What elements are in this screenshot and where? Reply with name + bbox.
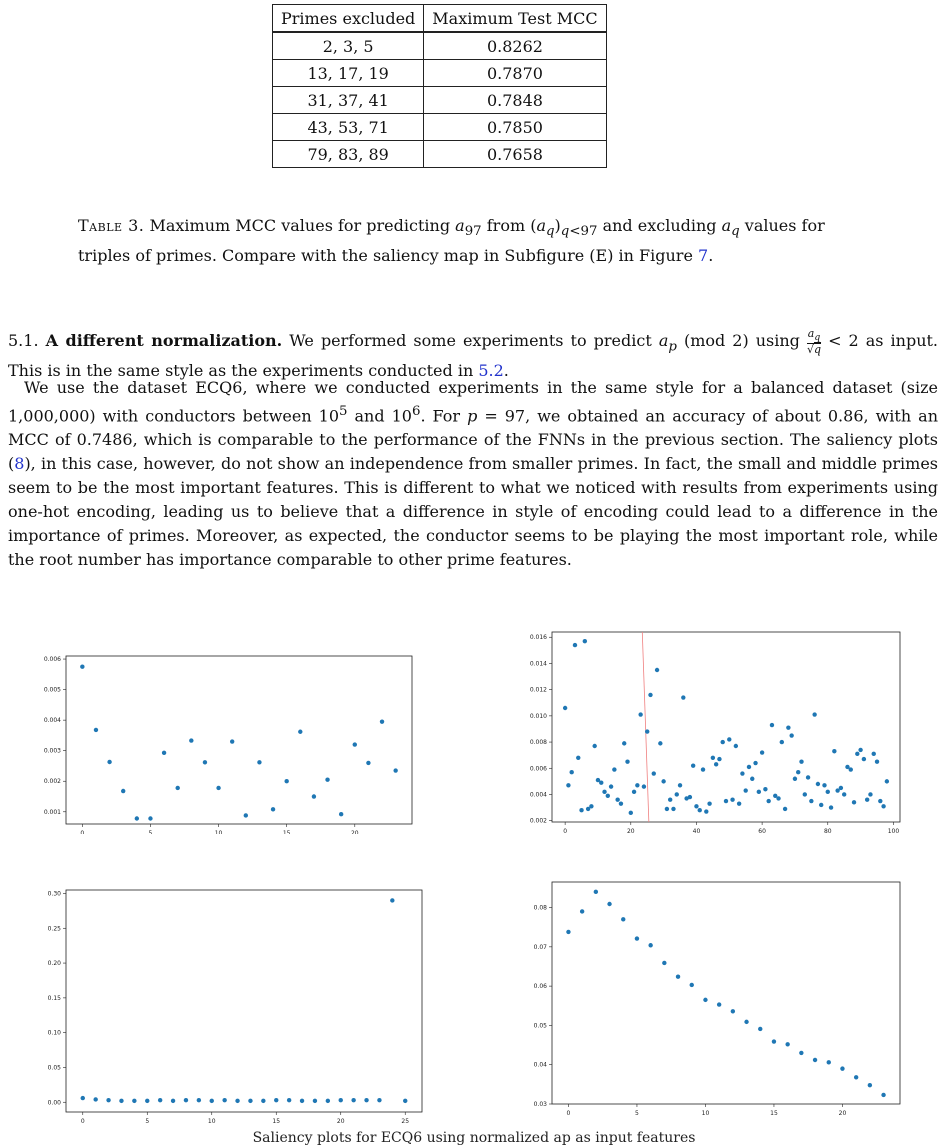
data-point [271, 807, 275, 811]
data-point [566, 930, 570, 934]
data-point [813, 1058, 817, 1062]
data-point [822, 783, 826, 787]
x-tick-label: 0 [563, 828, 568, 834]
data-point [731, 1009, 735, 1013]
data-point [776, 796, 780, 800]
data-point [698, 808, 702, 812]
data-point [799, 760, 803, 764]
data-point [855, 752, 859, 756]
y-tick-label: 0.004 [43, 717, 61, 725]
data-point [675, 792, 679, 796]
y-tick-label: 0.005 [43, 686, 61, 694]
data-point [743, 788, 747, 792]
data-point [786, 725, 790, 729]
x-tick-label: 20 [336, 1118, 345, 1124]
data-point [658, 741, 662, 745]
data-point [681, 695, 685, 699]
table-row [273, 141, 607, 168]
table-row [273, 32, 607, 60]
data-point [842, 792, 846, 796]
y-tick-label: 0.03 [533, 1101, 547, 1108]
data-point [176, 786, 180, 790]
data-point [703, 998, 707, 1002]
y-tick-label: 0.001 [43, 808, 61, 816]
data-point [203, 760, 207, 764]
data-point [758, 1027, 762, 1031]
data-point [80, 664, 84, 668]
data-point [721, 740, 725, 744]
data-point [645, 729, 649, 733]
y-tick-label: 0.20 [47, 960, 61, 968]
x-tick-label: 10 [207, 1118, 216, 1124]
caption-label: Table 3. [78, 216, 145, 235]
plot-frame [552, 882, 900, 1104]
data-point [230, 739, 234, 743]
data-point [694, 804, 698, 808]
table-cell: 0.7848 [424, 87, 606, 114]
data-point [606, 794, 610, 798]
data-point [862, 757, 866, 761]
y-tick-label: 0.012 [529, 686, 547, 694]
data-point [852, 800, 856, 804]
y-tick-label: 0.003 [43, 747, 61, 755]
data-point [621, 917, 625, 921]
data-point [875, 760, 879, 764]
data-point [393, 768, 397, 772]
table-cell: 31, 37, 41 [273, 87, 424, 114]
data-point [339, 1098, 343, 1102]
table-header: Maximum Test MCC [424, 5, 606, 33]
y-tick-label: 0.004 [529, 791, 547, 799]
data-point [377, 1098, 381, 1102]
y-tick-label: 0.006 [43, 656, 61, 664]
table-cell: 0.7850 [424, 114, 606, 141]
data-point [607, 902, 611, 906]
data-point [665, 807, 669, 811]
data-point [261, 1099, 265, 1103]
y-tick-label: 0.25 [47, 925, 61, 933]
plot-svg [20, 626, 440, 834]
data-point [878, 799, 882, 803]
data-point [642, 784, 646, 788]
data-point [730, 798, 734, 802]
data-point [325, 778, 329, 782]
data-point [635, 936, 639, 940]
data-point [849, 767, 853, 771]
data-point [94, 728, 98, 732]
saliency-plot-d [500, 874, 920, 1124]
data-point [599, 780, 603, 784]
plot-frame [66, 890, 422, 1112]
y-tick-label: 0.016 [529, 634, 547, 642]
data-point [868, 792, 872, 796]
y-tick-label: 0.10 [47, 1029, 61, 1037]
y-tick-label: 0.008 [529, 739, 547, 747]
x-tick-label: 20 [626, 828, 635, 834]
data-point [711, 756, 715, 760]
data-point [766, 799, 770, 803]
data-point [197, 1098, 201, 1102]
x-tick-label: 15 [770, 1110, 778, 1117]
section-paragraph-1: 5.1. A different normalization. We performed some experiments to predict $a_p$ (mod 2) using $\frac{a_q}{√q}$ < 2 as input. This is in the same style as the experiments conducted in 5.2. [8, 327, 939, 381]
data-point [313, 1099, 317, 1103]
data-point [747, 765, 751, 769]
data-point [638, 712, 642, 716]
data-point [390, 898, 394, 902]
data-point [763, 787, 767, 791]
data-point [351, 1098, 355, 1102]
y-tick-label: 0.002 [529, 817, 547, 825]
data-point [724, 799, 728, 803]
data-point [284, 779, 288, 783]
section-paragraph-2: We use the dataset ECQ6, where we conducted experiments in the same style for a balanced dataset (size 1,000,000) with conductors between $10^5$ and $10^6$. For p = 97, we obtained an accuracy of about 0.86, with an MCC of 0.7486, which is comparable to the performance of the FNNs in the previous section. The saliency plots (8), in this case, however, do not show an independence from smaller primes. In fact, the small and middle primes seem to be the most important features. This is different to what we noticed with results from experiments using one-hot encoding, leading us to believe that a difference in style of encoding could lead to a difference in the importance of primes. Moreover, as expected, the conductor seems to be playing the most important role, while the root number has importance comparable to other prime features. [8, 378, 938, 570]
x-tick-label: 5 [635, 1110, 639, 1117]
x-tick-label: 20 [838, 1110, 847, 1117]
table-cell: 79, 83, 89 [273, 141, 424, 168]
table-cell: 0.7870 [424, 60, 606, 87]
data-point [744, 1020, 748, 1024]
data-point [812, 712, 816, 716]
y-tick-label: 0.15 [47, 994, 61, 1002]
data-point [704, 809, 708, 813]
data-point [793, 777, 797, 781]
y-tick-label: 0.05 [47, 1064, 61, 1072]
figure-link[interactable]: 8 [14, 454, 25, 474]
y-tick-label: 0.30 [47, 890, 61, 898]
data-point [235, 1099, 239, 1103]
data-point [832, 749, 836, 753]
data-point [826, 790, 830, 794]
data-point [132, 1099, 136, 1103]
x-tick-label: 5 [145, 1118, 150, 1124]
data-point [210, 1099, 214, 1103]
x-tick-label: 15 [272, 1118, 281, 1124]
data-point [625, 760, 629, 764]
data-point [819, 803, 823, 807]
table-cell: 13, 17, 19 [273, 60, 424, 87]
data-point [770, 723, 774, 727]
data-point [881, 804, 885, 808]
y-tick-label: 0.05 [533, 1022, 547, 1030]
data-point [257, 760, 261, 764]
data-point [655, 668, 659, 672]
data-point [566, 783, 570, 787]
data-point [248, 1099, 252, 1103]
data-point [648, 693, 652, 697]
data-point [162, 751, 166, 755]
data-point [589, 804, 593, 808]
data-point [753, 761, 757, 765]
section-title: A different normalization. [45, 331, 283, 351]
data-point [691, 763, 695, 767]
table-cell: 43, 53, 71 [273, 114, 424, 141]
data-point [609, 784, 613, 788]
saliency-plot-a [20, 626, 440, 834]
data-point [135, 816, 139, 820]
data-point [750, 777, 754, 781]
data-point [840, 1066, 844, 1070]
data-point [827, 1060, 831, 1064]
data-point [300, 1099, 304, 1103]
data-point [783, 807, 787, 811]
y-tick-label: 0.00 [47, 1099, 61, 1107]
data-point [339, 812, 343, 816]
data-point [403, 1099, 407, 1103]
data-point [734, 744, 738, 748]
data-point [148, 816, 152, 820]
data-point [635, 783, 639, 787]
data-point [326, 1099, 330, 1103]
data-point [816, 782, 820, 786]
data-point [579, 808, 583, 812]
data-point [119, 1099, 123, 1103]
reference-line [642, 632, 649, 822]
data-point [661, 779, 665, 783]
data-point [380, 719, 384, 723]
data-point [563, 706, 567, 710]
data-point [652, 771, 656, 775]
data-point [690, 983, 694, 987]
table-header: Primes excluded [273, 5, 424, 33]
section-number: 5.1. [8, 331, 39, 351]
data-point [244, 813, 248, 817]
data-point [757, 790, 761, 794]
data-point [740, 771, 744, 775]
x-tick-label: 0 [80, 1118, 85, 1124]
y-tick-label: 0.006 [529, 765, 547, 773]
x-tick-label: 0 [80, 830, 85, 834]
data-point [809, 799, 813, 803]
data-point [107, 760, 111, 764]
data-point [592, 744, 596, 748]
data-point [701, 767, 705, 771]
data-point [717, 757, 721, 761]
x-tick-label: 25 [401, 1118, 410, 1124]
table-cell: 0.7658 [424, 141, 606, 168]
y-tick-label: 0.014 [529, 660, 547, 668]
plot-svg [20, 874, 440, 1124]
x-tick-label: 5 [148, 830, 153, 834]
table-row [273, 87, 607, 114]
data-point [171, 1099, 175, 1103]
y-tick-label: 0.06 [533, 983, 547, 991]
data-point [714, 762, 718, 766]
data-point [717, 1002, 721, 1006]
x-tick-label: 10 [214, 830, 223, 834]
data-point [839, 786, 843, 790]
data-point [780, 740, 784, 744]
data-point [580, 909, 584, 913]
data-point [648, 943, 652, 947]
data-point [688, 795, 692, 799]
data-point [799, 1051, 803, 1055]
x-tick-label: 80 [823, 828, 832, 834]
data-point [806, 775, 810, 779]
data-point [668, 798, 672, 802]
saliency-plot-c [20, 874, 440, 1124]
data-point [573, 643, 577, 647]
data-point [274, 1098, 278, 1102]
data-point [121, 789, 125, 793]
data-point [737, 801, 741, 805]
data-point [222, 1098, 226, 1102]
data-point [612, 767, 616, 771]
data-point [854, 1075, 858, 1079]
data-point [366, 761, 370, 765]
data-point [583, 639, 587, 643]
data-point [93, 1097, 97, 1101]
data-point [629, 811, 633, 815]
saliency-plot-b [500, 626, 920, 834]
data-point [881, 1093, 885, 1097]
data-point [865, 798, 869, 802]
table-row [273, 60, 607, 87]
data-point [158, 1098, 162, 1102]
table-header-row [273, 5, 607, 33]
data-point [885, 779, 889, 783]
data-point [216, 786, 220, 790]
data-point [803, 792, 807, 796]
x-tick-label: 20 [350, 830, 359, 834]
plot-frame [66, 656, 412, 824]
plot-svg [500, 626, 920, 834]
data-point [678, 783, 682, 787]
data-point [602, 790, 606, 794]
data-point [615, 798, 619, 802]
section-link[interactable]: 5.2 [478, 361, 504, 381]
data-point [189, 738, 193, 742]
data-point [576, 756, 580, 760]
data-point [106, 1098, 110, 1102]
table-cell: 0.8262 [424, 32, 606, 60]
y-tick-label: 0.010 [529, 712, 547, 720]
data-point [594, 890, 598, 894]
figure-link[interactable]: 7 [698, 246, 709, 266]
data-point [872, 752, 876, 756]
data-point [364, 1098, 368, 1102]
data-point [829, 805, 833, 809]
table-caption: Table 3. Maximum MCC values for predicting $a_{97}$ from $(a_q)_{q<97}$ and excluding $a_q$ values for triples of primes. Compare with the saliency map in Subfigure (E) in Figure 7. [78, 216, 825, 266]
data-point [707, 801, 711, 805]
x-tick-label: 60 [758, 828, 766, 834]
x-tick-label: 10 [701, 1110, 710, 1117]
y-tick-label: 0.08 [533, 904, 547, 912]
data-point [676, 974, 680, 978]
data-point [622, 741, 626, 745]
data-point [312, 794, 316, 798]
data-point [298, 730, 302, 734]
x-tick-label: 100 [887, 828, 900, 834]
data-point [868, 1083, 872, 1087]
data-point [727, 737, 731, 741]
x-tick-label: 15 [282, 830, 291, 834]
y-tick-label: 0.04 [533, 1061, 547, 1069]
data-point [662, 961, 666, 965]
x-tick-label: 40 [692, 828, 701, 834]
data-point [632, 790, 636, 794]
figure-caption-partial: Saliency plots for ECQ6 using normalized ap as input features [252, 1130, 696, 1146]
y-tick-label: 0.07 [533, 943, 547, 951]
data-point [785, 1042, 789, 1046]
data-point [789, 733, 793, 737]
data-point [81, 1096, 85, 1100]
data-point [760, 750, 764, 754]
data-point [353, 742, 357, 746]
plot-svg [500, 874, 920, 1124]
data-point [796, 770, 800, 774]
x-tick-label: 0 [566, 1110, 571, 1117]
results-table [272, 4, 607, 168]
data-point [671, 807, 675, 811]
data-point [569, 770, 573, 774]
data-point [858, 748, 862, 752]
data-point [772, 1039, 776, 1043]
data-point [184, 1098, 188, 1102]
table-cell: 2, 3, 5 [273, 32, 424, 60]
y-tick-label: 0.002 [43, 778, 61, 786]
data-point [145, 1099, 149, 1103]
data-point [619, 801, 623, 805]
table-row [273, 114, 607, 141]
data-point [287, 1098, 291, 1102]
